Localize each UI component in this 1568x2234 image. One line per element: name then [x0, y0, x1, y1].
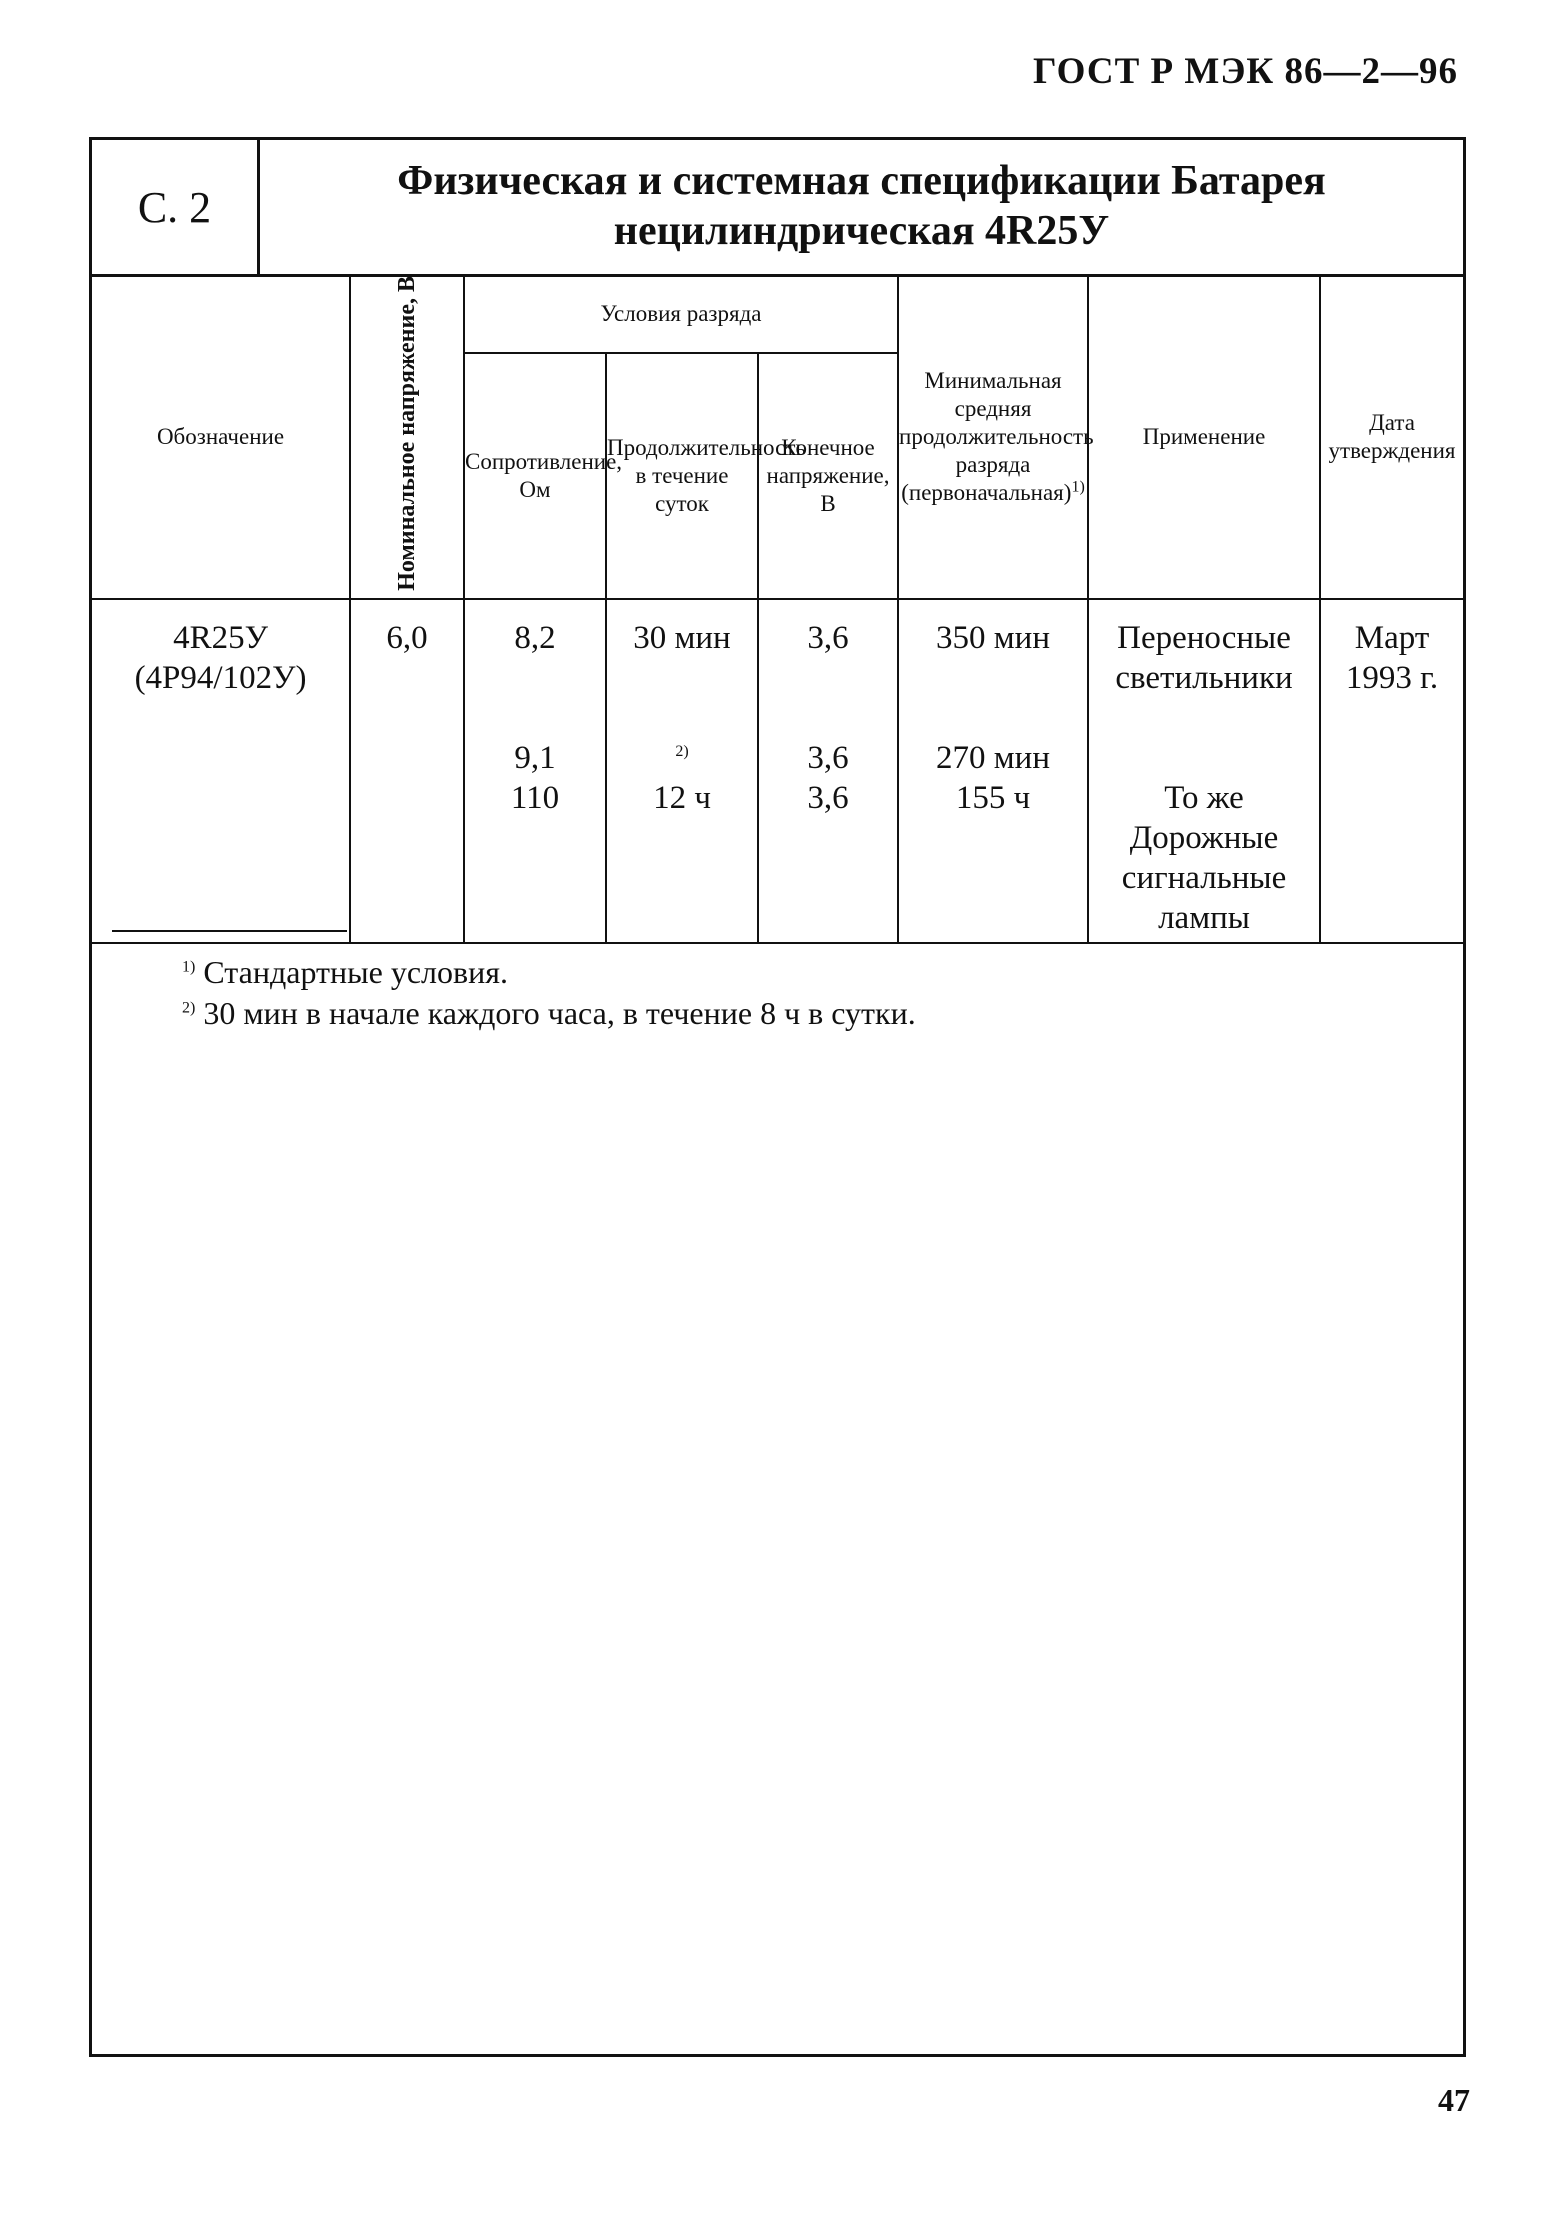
application-value: То же [1164, 779, 1244, 816]
header-duration: Продолжительность в течение суток [606, 353, 758, 599]
cell-designation [92, 599, 350, 943]
header-resistance: Сопротивление, Ом [464, 353, 606, 599]
header-approval-date: Дата утверждения [1320, 275, 1463, 599]
cell-application [1088, 599, 1320, 943]
header-min-avg-duration-label: Минимальная средняя продолжительность разряда (первоначальная) [899, 367, 1094, 505]
footnote-separator [112, 930, 347, 932]
end-voltage-value: 3,6 [807, 619, 849, 656]
header-nominal-voltage-label: Номинальное напряжение, В [394, 276, 420, 591]
cell-nominal-voltage: 6,0 [350, 599, 464, 943]
duration-value: 30 мин [633, 619, 731, 656]
header-discharge-conditions: Условия разряда [464, 275, 898, 353]
cell-end-voltage [758, 599, 898, 943]
approval-month: Март [1354, 619, 1430, 656]
footnote-mark: 1) [182, 958, 196, 976]
duration-value [607, 738, 757, 778]
sheet-title: Физическая и системная спецификации Батарея нецилиндрическая 4R25У [397, 158, 1326, 254]
resistance-value: 8,2 [514, 619, 556, 656]
page-number: 47 [1438, 2082, 1470, 2118]
application-value: Дорожные сигнальные лампы [1121, 819, 1287, 936]
footnote-text: 30 мин в начале каждого часа, в течение 8 ч в сутки. [203, 995, 916, 1031]
application-value: Переносные светильники [1115, 619, 1293, 696]
cell-duration [606, 599, 758, 943]
end-voltage-value: 3,6 [807, 779, 849, 816]
header-min-avg-duration [898, 275, 1094, 599]
header-nominal-voltage [350, 275, 464, 599]
table-row [92, 599, 1463, 943]
resistance-value: 9,1 [514, 739, 556, 776]
cell-approval-date [1320, 599, 1463, 943]
resistance-value: 110 [510, 779, 560, 816]
end-voltage-value: 3,6 [807, 739, 849, 776]
specification-table [92, 274, 1463, 944]
designation-alternate: (4Р94/102У) [134, 659, 307, 696]
sheet-number: С. 2 [92, 140, 260, 274]
min-avg-duration-value: 155 ч [955, 779, 1031, 816]
min-avg-duration-value: 350 мин [936, 619, 1050, 656]
approval-year: 1993 г. [1345, 659, 1439, 696]
header-end-voltage: Конечное напряжение, В [758, 353, 898, 599]
duration-value: 12 ч [653, 779, 711, 816]
footnote-ref-1: 1) [1071, 478, 1085, 496]
cell-resistance [464, 599, 606, 943]
designation-primary: 4R25У [173, 619, 268, 656]
title-row [92, 140, 1463, 277]
footnote-item [112, 993, 916, 1034]
document-code: ГОСТ Р МЭК 86—2—96 [1033, 51, 1458, 92]
footnote-mark: 2) [182, 999, 196, 1017]
header-designation: Обозначение [92, 275, 350, 599]
footnote-item [112, 952, 916, 993]
specification-frame [89, 137, 1466, 2057]
cell-min-avg-duration [898, 599, 1088, 943]
footnote-text: Стандартные условия. [203, 954, 508, 990]
footnote-ref-2: 2) [675, 742, 689, 760]
header-application: Применение [1088, 275, 1320, 599]
min-avg-duration-value: 270 мин [936, 739, 1050, 776]
footnotes [112, 930, 916, 1034]
